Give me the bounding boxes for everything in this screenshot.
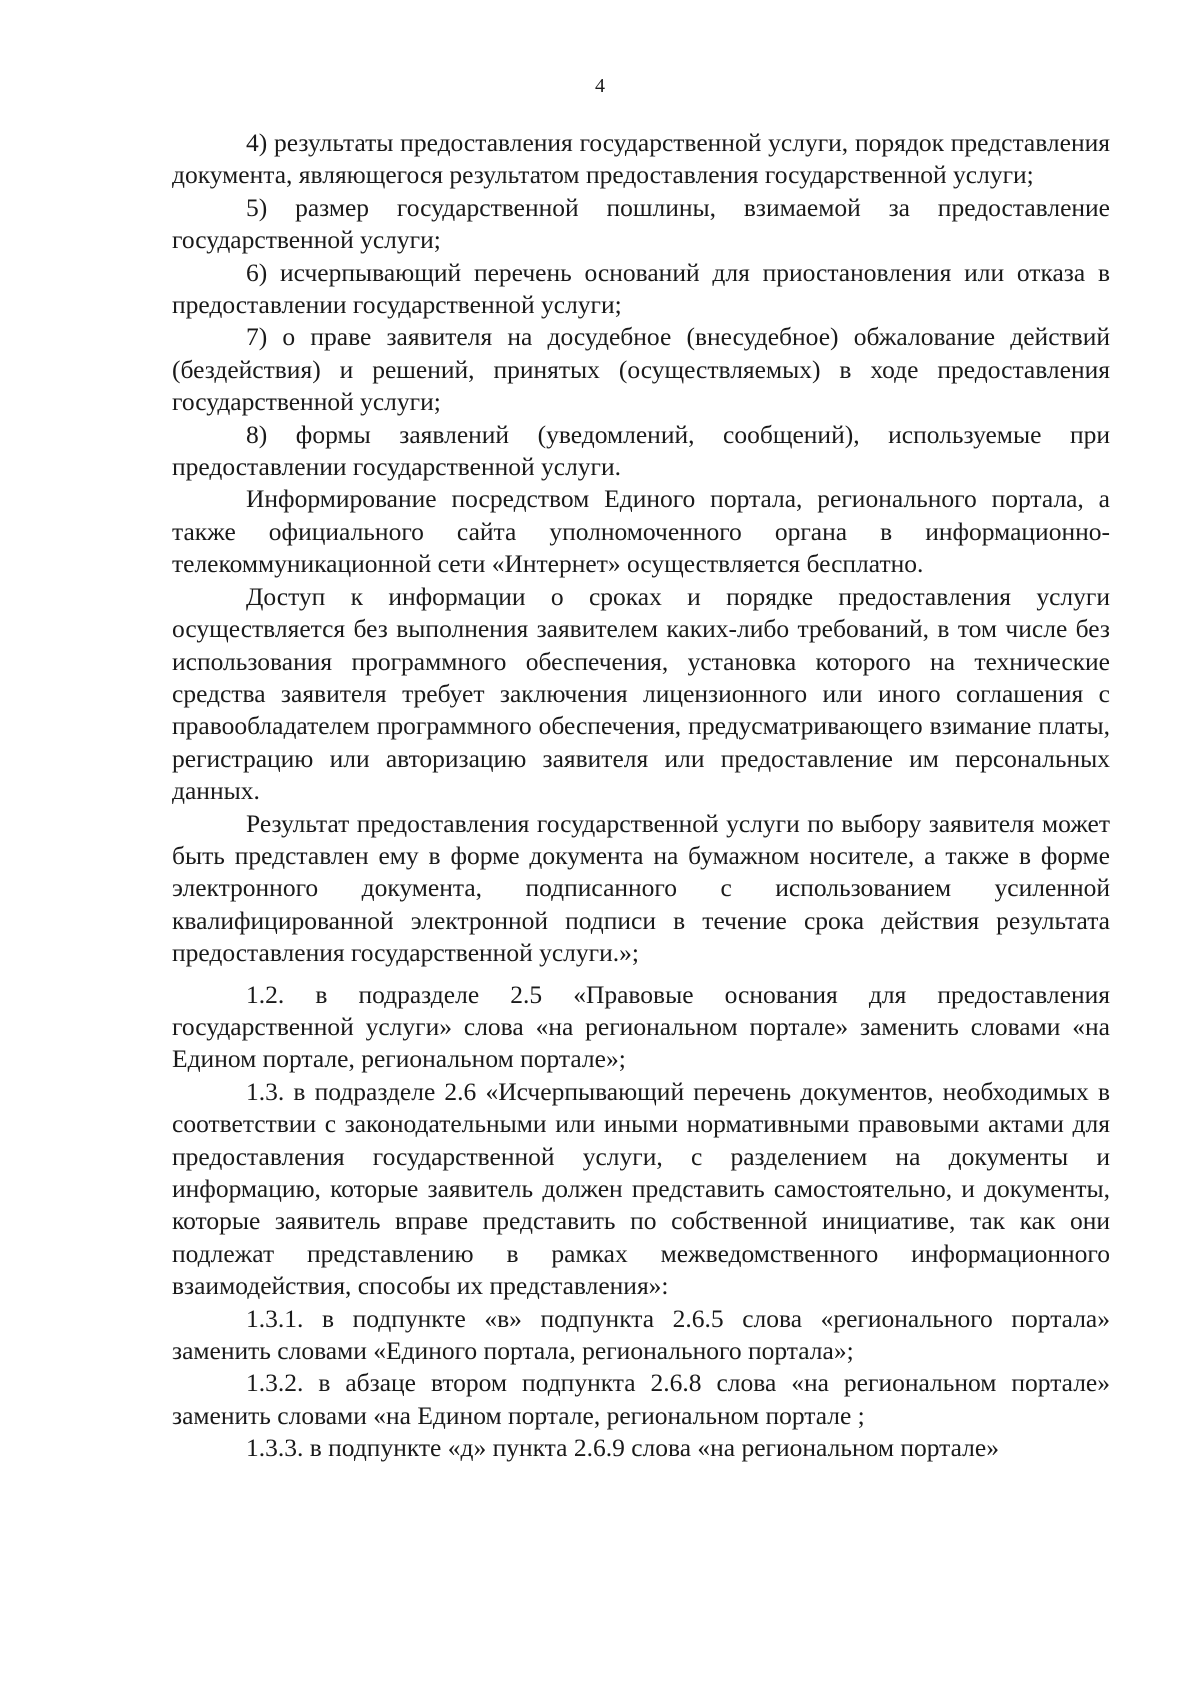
paragraph-1-3-2: 1.3.2. в абзаце втором подпункта 2.6.8 слова «на региональном портале» заменить словами «на Едином портале, региональном портале ; bbox=[172, 1368, 1110, 1430]
paragraph-1-3-1: 1.3.1. в подпункте «в» подпункта 2.6.5 слова «регионального портала» заменить словами «Единого портала, регионального портала»; bbox=[172, 1303, 1110, 1366]
paragraph-1-3: 1.3. в подразделе 2.6 «Исчерпывающий перечень документов, необходимых в соответствии с законодательными или иными нормативными правовыми актами для предоставления государственной услуги, с разделением на документы и информацию, которые заявитель должен представить самостоятельно, и документы, которые заявитель вправе представить по собственной инициативе, так как они подлежат представлению в рамках межведомственного информационного взаимодействия, способы их представления»: bbox=[172, 1076, 1110, 1301]
paragraph-item-8: 8) формы заявлений (уведомлений, сообщений), используемые при предоставлении государственной услуги. bbox=[172, 419, 1110, 482]
paragraph-item-7: 7) о праве заявителя на досудебное (внесудебное) обжалование действий (бездействия) и решений, принятых (осуществляемых) в ходе предоставления государственной услуги; bbox=[172, 322, 1110, 417]
paragraph-item-4: 4) результаты предоставления государственной услуги, порядок представления документа, являющегося результатом предоставления государственной услуги; bbox=[172, 128, 1110, 190]
paragraph-item-5: 5) размер государственной пошлины, взимаемой за предоставление государственной услуги; bbox=[172, 192, 1110, 255]
document-body bbox=[172, 127, 1110, 1465]
paragraph-result: Результат предоставления государственной услуги по выбору заявителя может быть представлен ему в форме документа на бумажном носителе, а также в форме электронного документа, подписанного с использованием усиленной квалифицированной электронной подписи в течение срока действия результата предоставления государственной услуги.»; bbox=[172, 808, 1110, 968]
page-number: 4 bbox=[595, 75, 605, 97]
paragraph-access: Доступ к информации о сроках и порядке предоставления услуги осуществляется без выполнения заявителем каких-либо требований, в том числе без использования программного обеспечения, установка которого на технические средства заявителя требует заключения лицензионного или иного соглашения с правообладателем программного обеспечения, предусматривающего взимание платы, регистрацию или авторизацию заявителя или предоставление им персональных данных. bbox=[172, 581, 1110, 806]
paragraph-item-6: 6) исчерпывающий перечень оснований для приостановления или отказа в предоставлении государственной услуги; bbox=[172, 257, 1110, 320]
paragraph-1-2: 1.2. в подразделе 2.5 «Правовые основания для предоставления государственной услуги» слова «на региональном портале» заменить словами «на Едином портале, региональном портале»; bbox=[172, 979, 1110, 1074]
paragraph-1-3-3: 1.3.3. в подпункте «д» пункта 2.6.9 слова «на региональном портале» bbox=[246, 1433, 999, 1463]
paragraph-informing: Информирование посредством Единого портала, регионального портала, а также официального сайта уполномоченного органа в информационно-телекоммуникационной сети «Интернет» осуществляется бесплатно. bbox=[172, 484, 1110, 579]
